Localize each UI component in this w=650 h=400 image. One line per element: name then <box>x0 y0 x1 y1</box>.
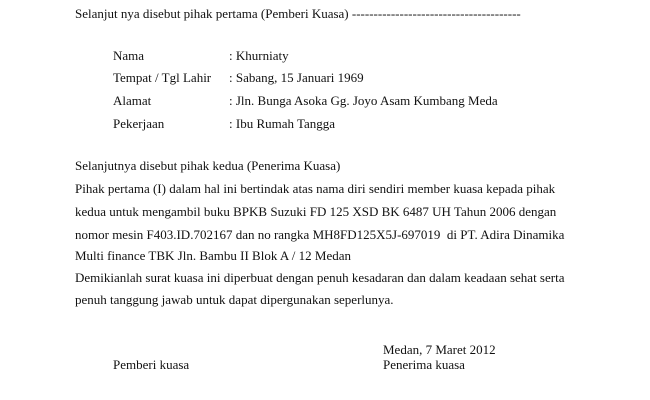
field-label: Pekerjaan <box>113 116 165 131</box>
field-value: : Khurniaty <box>229 48 289 63</box>
body-line: nomor mesin F403.ID.702167 dan no rangka MH8FD125X5J-697019 di PT. Adira Dinamika <box>75 227 565 242</box>
giver-label: Pemberi kuasa <box>113 357 190 372</box>
field-value: : Sabang, 15 Januari 1969 <box>229 70 364 85</box>
field-value: : Ibu Rumah Tangga <box>229 116 336 131</box>
body-line: Demikianlah surat kuasa ini diperbuat dengan penuh kesadaran dan dalam keadaan sehat serta <box>75 270 565 285</box>
body-line: Selanjutnya disebut pihak kedua (Penerima Kuasa) <box>75 158 341 173</box>
body-line: Pihak pertama (I) dalam hal ini bertindak atas nama diri sendiri member kuasa kepada pihak <box>75 181 556 196</box>
field-label: Tempat / Tgl Lahir <box>113 70 212 85</box>
body-line: penuh tanggung jawab untuk dapat dipergunakan seperlunya. <box>75 292 394 307</box>
body-line: Multi finance TBK Jln. Bambu II Blok A / 12 Medan <box>75 248 351 263</box>
field-label: Nama <box>113 48 145 63</box>
intro-line: Selanjut nya disebut pihak pertama (Pemberi Kuasa) --------------------------------------- <box>75 6 521 21</box>
place-date: Medan, 7 Maret 2012 <box>383 342 496 357</box>
receiver-label: Penerima kuasa <box>383 357 465 372</box>
field-label: Alamat <box>113 93 152 108</box>
field-value: : Jln. Bunga Asoka Gg. Joyo Asam Kumbang Meda <box>229 93 498 108</box>
body-line: kedua untuk mengambil buku BPKB Suzuki FD 125 XSD BK 6487 UH Tahun 2006 dengan <box>75 204 557 219</box>
